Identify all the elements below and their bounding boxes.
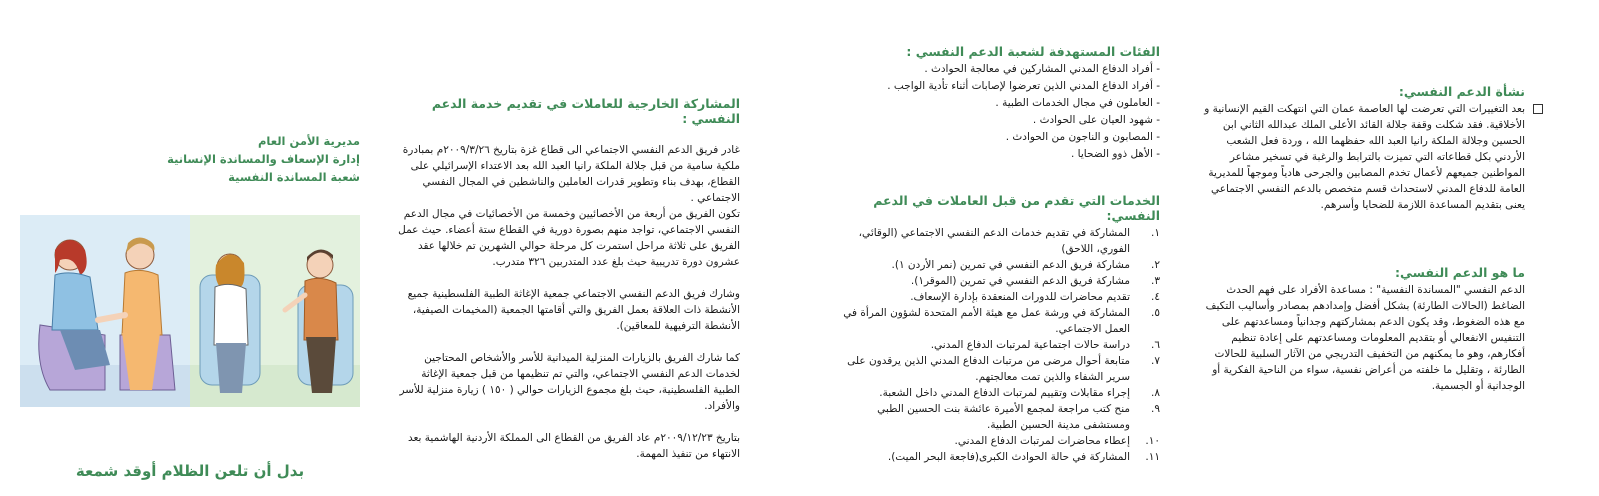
service-number: ٥. xyxy=(1151,307,1160,319)
service-item xyxy=(830,289,1160,305)
definition-heading: ما هو الدعم النفسي: xyxy=(1395,265,1525,280)
service-item xyxy=(830,449,1160,465)
service-item xyxy=(830,305,1160,337)
service-item xyxy=(830,385,1160,401)
external-paragraph: غادر فريق الدعم النفسي الاجتماعي الى قطاع غزة بتاريخ ٢٠٠٩/٣/٢٦م بمبادرة ملكية سامية من قبل جلالة الملكة رانيا العبد الله بعد الاعتداء الإسرائيلي على القطاع، بهدف بناء وتطوير قدرات العاملين والناشطين في المجال النفسي الاجتماعي . xyxy=(402,144,740,204)
service-number: ١. xyxy=(1151,227,1160,239)
target-item: - العاملون في مجال الخدمات الطبية . xyxy=(995,97,1160,109)
service-text: تقديم محاضرات للدورات المنعقدة بإدارة الإسعاف. xyxy=(910,291,1130,303)
service-item xyxy=(830,337,1160,353)
service-text: دراسة حالات اجتماعية لمرتبات الدفاع المدني. xyxy=(930,339,1130,351)
panel-external-participation xyxy=(395,0,740,496)
service-item xyxy=(830,353,1160,385)
service-item xyxy=(830,273,1160,289)
service-number: ٢. xyxy=(1151,259,1160,271)
target-item: - أفراد الدفاع المدني الذين تعرضوا لإصابات أثناء تأدية الواجب . xyxy=(887,80,1160,92)
checkbox-bullet-icon xyxy=(1533,104,1543,114)
service-text: المشاركة في حالة الحوادث الكبرى(فاجعة البحر الميت). xyxy=(887,451,1130,463)
service-item xyxy=(830,433,1160,449)
panel-origin xyxy=(1195,0,1525,496)
service-text: إجراء مقابلات وتقييم لمرتبات الدفاع المدني داخل الشعبة. xyxy=(879,387,1130,399)
external-paragraph: بتاريخ ٢٠٠٩/١٢/٢٣م عاد الفريق من القطاع الى المملكة الأردنية الهاشمية بعد الانتهاء من تنفيذ المهمة. xyxy=(407,432,740,460)
service-number: ٦. xyxy=(1151,339,1160,351)
targets-list xyxy=(830,61,1160,163)
slogan: بدل أن تلعن الظلام أوقد شمعة xyxy=(75,462,305,480)
service-number: ١٠. xyxy=(1145,435,1160,447)
service-number: ١١. xyxy=(1145,451,1160,463)
service-item xyxy=(830,401,1160,433)
service-number: ٧. xyxy=(1151,355,1160,367)
org-line-3: شعبة المساندة النفسية xyxy=(228,170,360,184)
origin-paragraph: بعد التغييرات التي تعرضت لها العاصمة عمان التي انتهكت القيم الإنسانية و الأخلاقية. فقد شكلت وقفة جلالة القائد الأعلى الملك عبدالله الثاني ابن الحسين وجلالة الملكة رانيا العبد الله حفظهما الله ، وردة فعل الشعب الأردني بكل قطاعاته التي تميزت بالترابط والرغبة في تسخير مشاعر المواطنين جميعهم لأعمال تخدم المصابين والجرحى هادياً وموجهاً للمديرية العامة للدفاع المدني لاستحداث قسم متخصص بالدعم النفسي الاجتماعي يعنى بتقديم المساعدة اللازمة للضحايا وأسرهم. xyxy=(1204,103,1525,211)
origin-heading: نشأة الدعم النفسي: xyxy=(1398,84,1525,99)
services-list xyxy=(830,225,1160,465)
target-item: - أفراد الدفاع المدني المشاركين في معالجة الحوادث . xyxy=(924,63,1160,75)
org-block xyxy=(20,132,360,186)
counseling-illustration-svg xyxy=(20,215,360,407)
org-line-2: إدارة الإسعاف والمساندة الإنسانية xyxy=(167,152,360,166)
counseling-illustration xyxy=(20,215,360,407)
service-number: ٤. xyxy=(1151,291,1160,303)
external-paragraph: وشارك فريق الدعم النفسي الاجتماعي جمعية الإغاثة الطبية الفلسطينية جميع الأنشطة ذات العلاقة بعمل الفريق والتي أقامتها الجمعية (المخيمات الصيفية، الأنشطة الترفيهية للمعاقين). xyxy=(407,288,740,332)
service-text: المشاركة في ورشة عمل مع هيئة الأمم المتحدة لشؤون المرأة في العمل الاجتماعي. xyxy=(843,307,1130,335)
service-number: ٣. xyxy=(1151,275,1160,287)
external-heading: المشاركة الخارجية للعاملات في تقديم خدمة الدعم النفسي : xyxy=(431,96,740,126)
service-number: ٩. xyxy=(1151,403,1160,415)
external-paragraph: كما شارك الفريق بالزيارات المنزلية الميدانية للأسر والأشخاص المحتاجين لخدمات الدعم النفسي الاجتماعي، والتي تم تنظيمها من قبل جمعية الإغاثة الطبية الفلسطينية، حيث بلغ مجموع الزيارات حوالي ( ١٥٠ ) زيارة منزلية للأسر والأفراد. xyxy=(399,352,740,412)
services-heading: الخدمات التي تقدم من قبل العاملات في الدعم النفسي: xyxy=(873,193,1160,223)
definition-paragraph: الدعم النفسي "المساندة النفسية" : مساعدة الأفراد على فهم الحدث الضاغط (الحالات الطارئة) بشكل أفضل وإمدادهم بمصادر وأساليب التكيف مع هذه الضغوط، وقد يكون الدعم بمشاركتهم وجدانياً ومساعدتهم على التنفيس الانفعالي أو بتقديم المعلومات ومساعدتهم على إعادة تنظيم أفكارهم، وهو ما يمكنهم من التخفيف التدريجي من الآثار السلبية للحالات الطارئة ، وتقليل ما خلفته من أعراض نفسية، سواء من الناحية الفكرية أو الوجدانية أو الجسمية. xyxy=(1205,284,1525,392)
service-text: مشاركة فريق الدعم النفسي في تمرين (نمر الأردن ١). xyxy=(891,259,1130,271)
service-text: المشاركة في تقديم خدمات الدعم النفسي الاجتماعي (الوقائي، الفوري، اللاحق) xyxy=(858,227,1130,255)
external-paragraphs xyxy=(395,142,740,462)
woman-patient-icon xyxy=(214,254,248,393)
target-item: - شهود العيان على الحوادث . xyxy=(1032,114,1160,126)
service-text: مشاركة فريق الدعم النفسي في تمرين (الموقر١). xyxy=(910,275,1130,287)
service-text: إعطاء محاضرات لمرتبات الدفاع المدني. xyxy=(954,435,1130,447)
target-item: - المصابون و الناجون من الحوادث . xyxy=(1005,131,1160,143)
org-line-1: مديرية الأمن العام xyxy=(257,134,360,148)
service-text: منح كتب مراجعة لمجمع الأميرة عائشة بنت الحسين الطبي ومستشفى مدينة الحسين الطبية. xyxy=(877,403,1130,431)
external-paragraph: تكون الفريق من أربعة من الأخصائيين وخمسة من الأخصائيات في مجال الدعم النفسي الاجتماعي، تواجد منهم بصورة دورية في القطاع ستة أعضاء. حيث عمل الفريق على ثلاثة مراحل استمرت كل مرحلة حوالي الشهرين تم خلالها عقد عشرون دورة تدريبية حيث بلغ عدد المتدربين ٣٢٦ متدرب. xyxy=(398,208,740,268)
panel-targets-services xyxy=(830,0,1160,496)
service-number: ٨. xyxy=(1151,387,1160,399)
service-text: متابعة أحوال مرضى من مرتبات الدفاع المدني الذين يرقدون على سرير الشفاء والذين تمت معالجتهم. xyxy=(847,355,1130,383)
target-item: - الأهل ذوو الضحايا . xyxy=(1070,148,1160,160)
service-item xyxy=(830,257,1160,273)
targets-heading: الفئات المستهدفة لشعبة الدعم النفسي : xyxy=(906,44,1160,59)
service-item xyxy=(830,225,1160,257)
